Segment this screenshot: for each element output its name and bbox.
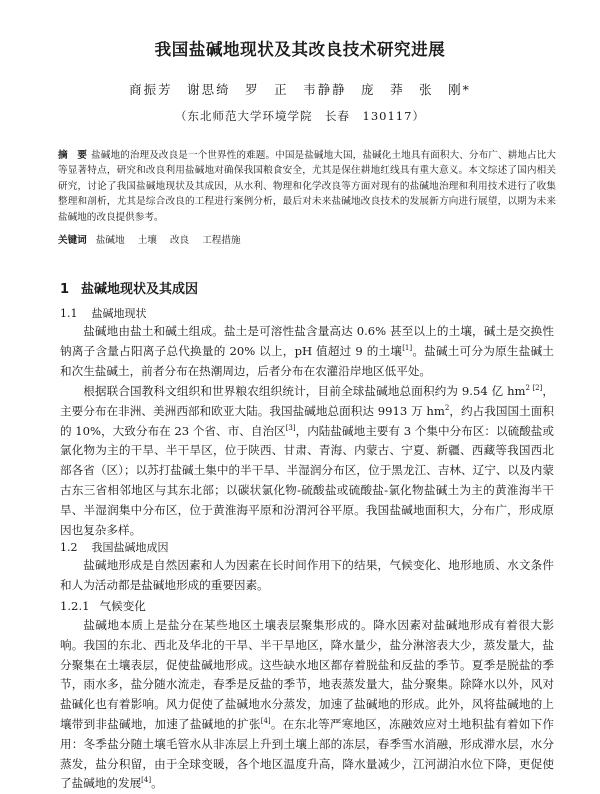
- subsubsection-title: 气候变化: [99, 599, 146, 613]
- paper-title: 我国盐碱地现状及其改良技术研究进展: [154, 40, 446, 59]
- subsection-number: 1.1: [60, 307, 78, 320]
- citation: [4]: [141, 776, 152, 785]
- subsection-heading: [60, 539, 169, 555]
- section-title: 盐碱地现状及其成因: [81, 282, 199, 297]
- paragraph-text: ，约占我国国土面积的 10%，大致分布在 23 个省、市、自治区: [60, 403, 554, 438]
- paragraph-text: 根据联合国教科文组织和世界粮农组织统计，目前全球盐碱地总面积约为 9.54 亿 hm: [83, 384, 526, 398]
- abstract-text: 盐碱地的治理及改良是一个世界性的难题。中国是盐碱地大国，盐碱化土地具有面积大、分布广、耕地占比大等显著特点，研究和改良利用盐碱地对确保我国粮食安全，尤其是保住耕地红线具有重大意义。本文综述了国内相关研究，讨论了我国盐碱地现状及其成因，从水利、物理和化学改良等方面对现有的盐碱地治理和利用技术进行了收集整理和剖析，尤其是综合改良的工程进行案例分析，最后对未来盐碱地改良技术的发展新方向进行展望，以期为未来盐碱地的改良提供参考。: [58, 150, 557, 223]
- subsection-heading: [60, 305, 147, 321]
- paragraph-text: 。盐碱土可分为原生盐碱土和次生盐碱土，前者分布在热潮周边，后者分布在农灌沿岸地区低平处。: [60, 343, 554, 378]
- abstract: [58, 148, 556, 225]
- subsubsection-heading: [60, 598, 146, 614]
- citation: [3]: [285, 423, 296, 432]
- subsubsection-number: 1.2.1: [60, 599, 90, 613]
- paragraph: [60, 556, 554, 596]
- paragraph-text: ，内陆盐碱地主要有 3 个集中分布区：以硫酸盐或氯化物为主的干旱、半干旱区，位于陕西、甘肃、青海、内蒙古、宁夏、新疆、西藏等我国西北部各省（区）；以苏打盐碱土集中的半干旱、半湿润分布区，位于黑龙江、吉林、辽宁、以及内蒙古东三省相邻地区与其东北部；以碳状氯化物-硫酸盐或硫酸盐-氯化物盐碱土为主的黄淮海半干旱、半湿润集中分布区，位于黄淮海平原和汾渭河谷平原。我国盐碱地面积大，分布广，形成原因也复杂多样。: [60, 423, 554, 537]
- citation: [1]: [402, 343, 413, 352]
- subsection-title: 我国盐碱地成因: [91, 541, 169, 554]
- paragraph-text: 盐碱地形成是自然因素和人为因素在长时间作用下的结果，气候变化、地形地质、水文条件和人为活动都是盐碱地形成的重要因素。: [60, 558, 554, 592]
- citation: [4]: [260, 717, 271, 726]
- paragraph-text: 盐碱地本质上是盐分在某些地区土壤表层聚集形成的。降水因素对盐碱地形成有着很大影响。我国的东北、西北及华北的干旱、半干旱地区，降水量少，盐分淋溶表大少，蒸发量大，盐分聚集在土壤表层，促使盐碱地形成。这些缺水地区都存着脱盐和反盐的季节。夏季是脱盐的季节，雨水多，盐分随水流走，春季是反盐的季节，地表蒸发量大，盐分聚集。除降水以外，风对盐碱化也有着影响。风力促使了盐碱地水分蒸发，加速了盐碱地的形成。此外，风将盐碱地的上壤带到非盐碱地，加速了盐碱地的扩张: [60, 618, 554, 731]
- paragraph-text: 。在东北等严寒地区，冻融效应对土地积盐有着如下作用：冬季盐分随土壤毛管水从非冻层上升到土壤上部的冻层，春季雪水消融，形成滞水层，水分蒸发，盐分积留，由于全球变暖，各个地区温度升高，降水量减少，江河湖泊水位下降，更促使了盐碱地的发展: [60, 716, 554, 791]
- superscript: 2 [2]: [525, 384, 543, 393]
- superscript: 2: [444, 403, 450, 412]
- keywords: [58, 234, 556, 248]
- paragraph-text: 。: [151, 776, 163, 791]
- authors: 商振芳 谢思绮 罗 正 韦静静 庞 莽 张 刚*: [129, 82, 471, 97]
- keyword-term: 改良: [169, 235, 190, 246]
- subsection-number: 1.2: [60, 541, 78, 554]
- paragraph-text: 盐碱地由盐土和碱土组成。盐土是可溶性盐含量高达 0.6% 甚至以上的土壤，碱土是交换性钠离子含量占阳离子总代换量的 20% 以上，pH 值超过 9 的土壤: [60, 324, 554, 358]
- keyword-term: 盐碱地: [95, 235, 125, 246]
- paragraph: [60, 322, 554, 381]
- abstract-label: 摘 要: [58, 150, 88, 161]
- keyword-term: 土壤: [137, 235, 157, 246]
- paragraph: [60, 382, 554, 540]
- section-number: 1: [60, 282, 70, 297]
- affiliation: （东北师范大学环境学院 长春 130117）: [175, 109, 425, 123]
- paragraph-text: ，主要分布在非洲、美洲西部和欧亚大陆。我国盐碱地总面积达 9913 万 hm: [60, 384, 554, 418]
- subsection-title: 盐碱地现状: [91, 307, 147, 320]
- section-heading: [60, 278, 198, 297]
- keywords-label: 关键词: [58, 235, 87, 246]
- paragraph: [60, 616, 554, 794]
- keyword-term: 工程措施: [202, 235, 241, 246]
